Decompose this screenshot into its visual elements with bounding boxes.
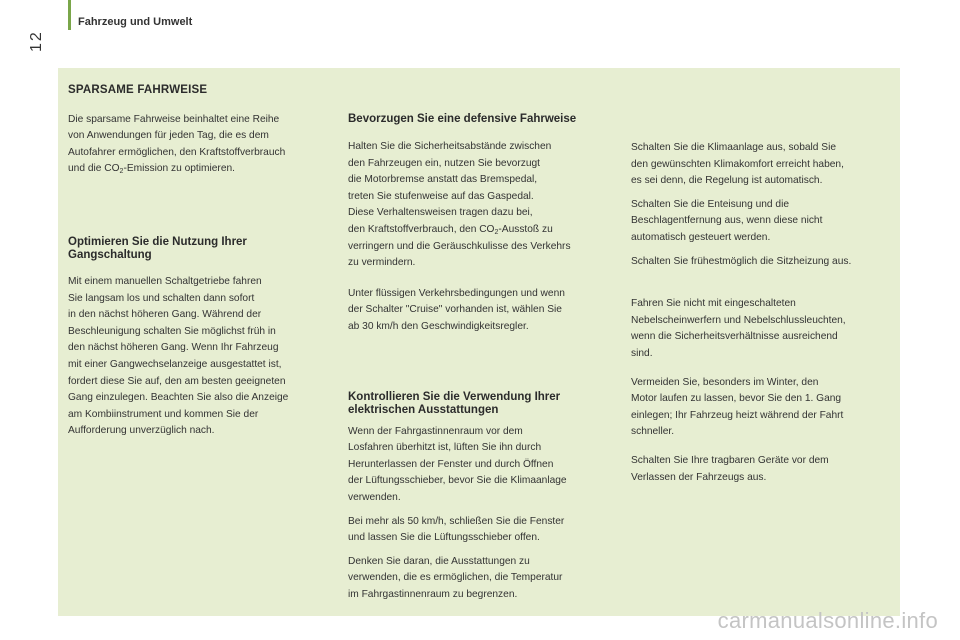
defensive-paragraph: Halten Sie die Sicherheitsabstände zwischen den Fahrzeugen ein, nutzen Sie bevorzugt die Motorbremse anstatt das Bremspedal, treten Sie stufenweise auf das Gaspedal. Diese Verhaltensweisen tragen dazu bei, den Kraftstoffverbrauch, den $CO_2$-Ausstoß zu verringern und die Geräuschkulisse des Verkehrs zu vermindern.: [348, 141, 571, 269]
equipment-paragraph-2: Bei mehr als 50 km/h, schließen Sie die Fenster und lassen Sie die Lüftungsschieber offen.: [348, 515, 565, 544]
aircon-paragraph: Schalten Sie die Klimaanlage aus, sobald Sie den gewünschten Klimakomfort erreicht haben, es sei denn, die Regelung ist automatisch.: [631, 142, 844, 187]
intro-paragraph: Die sparsame Fahrweise beinhaltet eine Reihe von Anwendungen für jeden Tag, die es dem Autofahrer ermöglichen, den Kraftstoffverbrauch und die $CO_2$-Emission zu optimieren.: [68, 113, 286, 176]
section-header: Fahrzeug und Umwelt: [78, 16, 193, 28]
gear-heading: Optimieren Sie die Nutzung Ihrer Gangschaltung: [68, 235, 247, 261]
page-number: 12: [28, 30, 45, 52]
defrost-paragraph: Schalten Sie die Enteisung und die Beschlagentfernung aus, wenn diese nicht automatisch gesteuert werden.: [631, 198, 823, 243]
main-heading: SPARSAME FAHRWEISE: [68, 84, 208, 96]
column-left: [68, 82, 330, 447]
column-right: [631, 140, 893, 493]
defensive-heading: Bevorzugen Sie eine defensive Fahrweise: [348, 113, 577, 125]
devices-paragraph: Schalten Sie Ihre tragbaren Geräte vor dem Verlassen der Fahrzeugs aus.: [631, 454, 829, 483]
gear-paragraph: Mit einem manuellen Schaltgetriebe fahren Sie langsam los und schalten dann sofort in den nächst höheren Gang. Während der Beschleunigung schalten Sie möglichst früh in den nächst höheren Gang. Wenn Ihr Fahrzeug mit einer Gangwechselanzeige ausgestattet ist, fordert diese Sie auf, den am besten geeigneten Gang einzulegen. Beachten Sie also die Anzeige am Kombiinstrument und kommen Sie der Aufforderung unverzüglich nach.: [68, 275, 289, 437]
equipment-paragraph-1: Wenn der Fahrgastinnenraum vor dem Losfahren überhitzt ist, lüften Sie ihn durch Herunterlassen der Fenster und durch Öffnen der Lüftungsschieber, bevor Sie die Klimaanlage verwenden.: [348, 425, 567, 503]
cruise-paragraph: Unter flüssigen Verkehrsbedingungen und wenn der Schalter "Cruise" vorhanden ist, wählen Sie ab 30 km/h den Geschwindigkeitsregler.: [348, 287, 565, 332]
equipment-paragraph-3: Denken Sie daran, die Ausstattungen zu verwenden, die es ermöglichen, die Temperatur im Fahrgastinnenraum zu begrenzen.: [348, 555, 563, 600]
foglights-paragraph: Fahren Sie nicht mit eingeschalteten Nebelscheinwerfern und Nebelschlussleuchten, wenn die Sicherheitsverhältnisse ausreichend sind.: [631, 298, 846, 359]
seat-heating-paragraph: Schalten Sie frühestmöglich die Sitzheizung aus.: [631, 255, 852, 267]
watermark: carmanualsonline.info: [717, 608, 938, 633]
header-accent-bar: [68, 0, 71, 30]
winter-paragraph: Vermeiden Sie, besonders im Winter, den Motor laufen zu lassen, bevor Sie den 1. Gang einlegen; Ihr Fahrzeug heizt während der Fahrt schneller.: [631, 376, 844, 438]
equipment-heading: Kontrollieren Sie die Verwendung Ihrer elektrischen Ausstattungen: [348, 390, 561, 416]
column-middle: [348, 113, 620, 610]
